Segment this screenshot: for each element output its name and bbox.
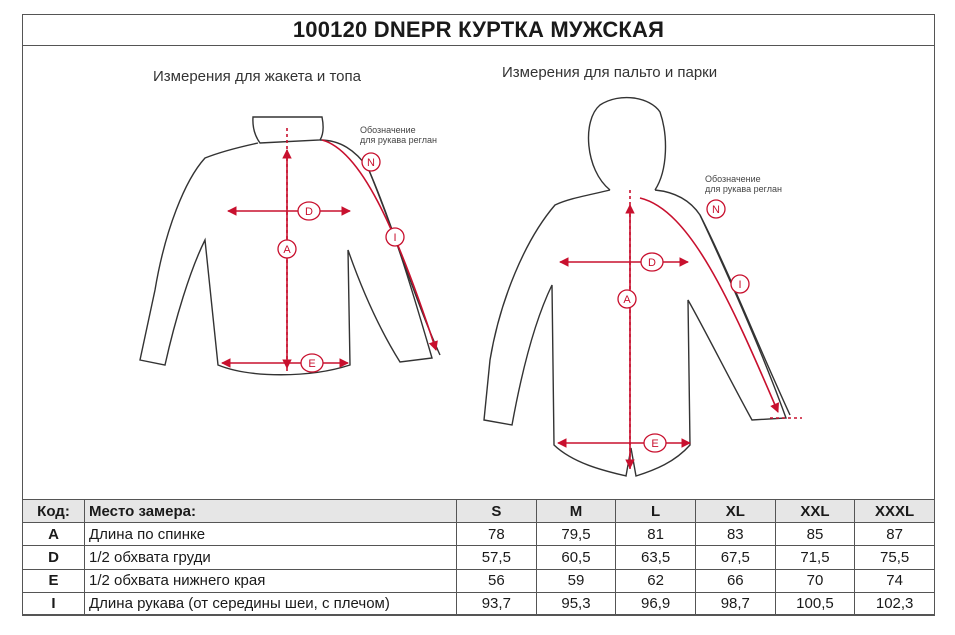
- row-value: 79,5: [536, 523, 616, 546]
- jacket-marker-n: N: [367, 157, 375, 169]
- row-place: Длина рукава (от середины шеи, с плечом): [85, 592, 457, 615]
- row-value: 100,5: [775, 592, 855, 615]
- coat-marker-n: N: [712, 204, 720, 216]
- header-size: XL: [695, 500, 775, 523]
- row-value: 60,5: [536, 546, 616, 569]
- header-place: Место замера:: [85, 500, 457, 523]
- row-code: I: [23, 592, 85, 615]
- coat-marker-d: D: [648, 257, 656, 269]
- table-row: [23, 523, 935, 546]
- coat-markers: [618, 200, 749, 452]
- row-value: 71,5: [775, 546, 855, 569]
- header-size: M: [536, 500, 616, 523]
- row-value: 66: [695, 569, 775, 592]
- jacket-marker-e: E: [308, 358, 316, 370]
- row-value: 75,5: [855, 546, 935, 569]
- row-value: 87: [855, 523, 935, 546]
- row-value: 83: [695, 523, 775, 546]
- row-value: 56: [457, 569, 537, 592]
- coat-measure-lines: [558, 190, 802, 472]
- row-value: 62: [616, 569, 696, 592]
- table-row: [23, 546, 935, 569]
- caption-coat: Измерения для пальто и парки: [502, 64, 718, 81]
- row-place: Длина по спинке: [85, 523, 457, 546]
- header-size: XXL: [775, 500, 855, 523]
- row-value: 67,5: [695, 546, 775, 569]
- coat-marker-i: I: [738, 279, 742, 291]
- row-code: A: [23, 523, 85, 546]
- row-value: 96,9: [616, 592, 696, 615]
- header-size: XXXL: [855, 500, 935, 523]
- table-row: [23, 569, 935, 592]
- row-value: 63,5: [616, 546, 696, 569]
- size-table: [22, 499, 935, 616]
- raglan-note-right-line2: для рукава реглан: [705, 184, 782, 194]
- raglan-note-left-line1: Обозначение: [360, 125, 416, 135]
- row-code: D: [23, 546, 85, 569]
- row-code: E: [23, 569, 85, 592]
- table-header-row: [23, 500, 935, 523]
- row-place: 1/2 обхвата нижнего края: [85, 569, 457, 592]
- row-value: 57,5: [457, 546, 537, 569]
- row-value: 70: [775, 569, 855, 592]
- header-code: Код:: [23, 500, 85, 523]
- caption-jacket: Измерения для жакета и топа: [153, 68, 361, 85]
- coat-marker-e: E: [651, 438, 659, 450]
- jacket-measure-lines: [222, 128, 436, 372]
- page-title: 100120 DNEPR КУРТКА МУЖСКАЯ: [22, 14, 935, 46]
- row-value: 85: [775, 523, 855, 546]
- header-size: L: [616, 500, 696, 523]
- row-value: 78: [457, 523, 537, 546]
- row-value: 93,7: [457, 592, 537, 615]
- jacket-marker-i: I: [393, 232, 397, 244]
- coat-marker-a: A: [623, 294, 631, 306]
- row-value: 98,7: [695, 592, 775, 615]
- table-row: [23, 592, 935, 615]
- jacket-markers: [278, 153, 404, 372]
- header-size: S: [457, 500, 537, 523]
- jacket-marker-a: A: [283, 244, 291, 256]
- row-value: 59: [536, 569, 616, 592]
- raglan-note-right-line1: Обозначение: [705, 174, 761, 184]
- row-place: 1/2 обхвата груди: [85, 546, 457, 569]
- row-value: 95,3: [536, 592, 616, 615]
- row-value: 74: [855, 569, 935, 592]
- raglan-note-left-line2: для рукава реглан: [360, 135, 437, 145]
- row-value: 81: [616, 523, 696, 546]
- jacket-marker-d: D: [305, 206, 313, 218]
- row-value: 102,3: [855, 592, 935, 615]
